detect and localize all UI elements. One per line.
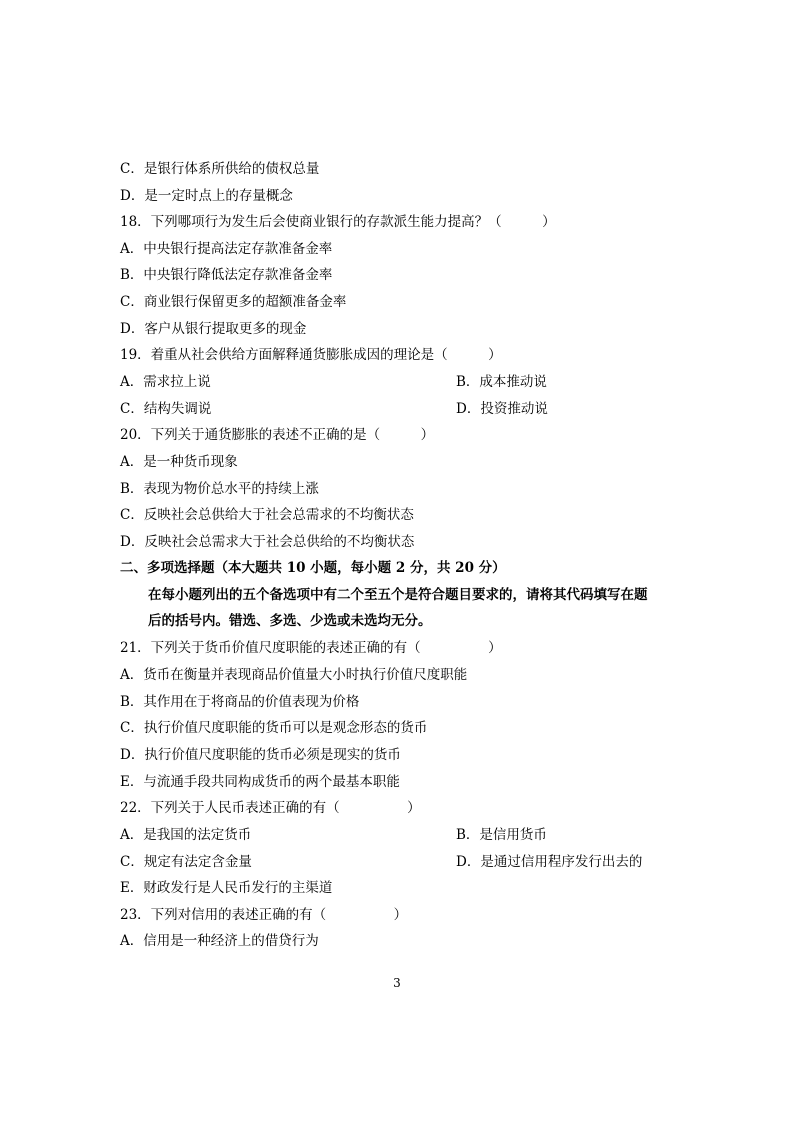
- page-number: 3: [393, 976, 401, 990]
- option-d-18: D．客户从银行提取更多的现金: [120, 321, 307, 337]
- option-a-19: A．需求拉上说: [120, 374, 211, 390]
- option-a-21: A．货币在衡量并表现商品价值量大小时执行价值尺度职能: [120, 667, 468, 683]
- option-b-20: B．表现为物价总水平的持续上涨: [120, 481, 319, 497]
- option-d-19: D．投资推动说: [456, 401, 548, 417]
- option-b-18: B．中央银行降低法定存款准备金率: [120, 267, 333, 283]
- question-23: 23．下列对信用的表述正确的有（ ）: [120, 907, 408, 923]
- option-b-22: B．是信用货币: [456, 827, 547, 843]
- section-instructions-line-2: 后的括号内。错选、多选、少选或未选均无分。: [148, 613, 432, 629]
- option-c-17: C．是银行体系所供给的债权总量: [120, 161, 320, 177]
- section-heading-multiple-choice: 二、多项选择题（本大题共 10 小题，每小题 2 分，共 20 分）: [120, 560, 506, 576]
- option-c-19: C．结构失调说: [120, 401, 212, 417]
- option-a-18: A．中央银行提高法定存款准备金率: [120, 241, 333, 257]
- section-instructions-line-1: 在每小题列出的五个备选项中有二个至五个是符合题目要求的，请将其代码填写在题: [148, 587, 648, 603]
- option-e-21: E．与流通手段共同构成货币的两个最基本职能: [120, 774, 400, 790]
- option-b-19: B．成本推动说: [456, 374, 547, 390]
- option-c-21: C．执行价值尺度职能的货币可以是观念形态的货币: [120, 720, 428, 736]
- option-a-20: A．是一种货币现象: [120, 454, 238, 470]
- question-21: 21．下列关于货币价值尺度职能的表述正确的有（ ）: [120, 640, 502, 656]
- question-22: 22．下列关于人民币表述正确的有（ ）: [120, 800, 421, 816]
- question-19: 19．着重从社会供给方面解释通货膨胀成因的理论是（ ）: [120, 347, 502, 363]
- option-d-22: D．是通过信用程序发行出去的: [456, 854, 643, 870]
- question-20: 20．下列关于通货膨胀的表述不正确的是（ ）: [120, 427, 435, 443]
- option-d-21: D．执行价值尺度职能的货币必须是现实的货币: [120, 747, 401, 763]
- option-d-20: D．反映社会总需求大于社会总供给的不均衡状态: [120, 534, 415, 550]
- option-c-20: C．反映社会总供给大于社会总需求的不均衡状态: [120, 507, 414, 523]
- question-18: 18．下列哪项行为发生后会使商业银行的存款派生能力提高？（ ）: [120, 214, 556, 230]
- option-b-21: B．其作用在于将商品的价值表现为价格: [120, 694, 360, 710]
- option-e-22: E．财政发行是人民币发行的主渠道: [120, 880, 333, 896]
- option-c-22: C．规定有法定含金量: [120, 854, 252, 870]
- option-a-22: A．是我国的法定货币: [120, 827, 252, 843]
- option-d-17: D．是一定时点上的存量概念: [120, 188, 293, 204]
- option-a-23: A．信用是一种经济上的借贷行为: [120, 933, 319, 949]
- option-c-18: C．商业银行保留更多的超额准备金率: [120, 294, 347, 310]
